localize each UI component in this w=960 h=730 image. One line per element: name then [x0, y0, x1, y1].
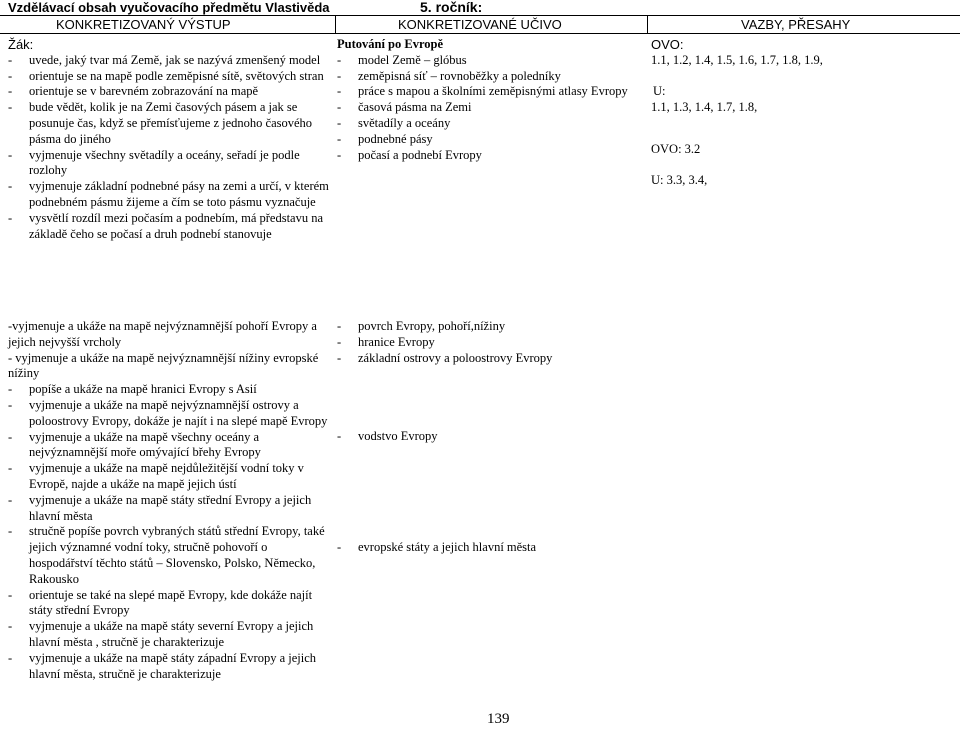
- list-item: - podnebné pásy: [337, 131, 433, 146]
- header-divider: [0, 33, 960, 34]
- list-item: - vyjmenuje základní podnebné pásy na zemi a určí, v kterém podnebném pásmu žijeme a čím se toto pásmu vyznačuje: [8, 179, 329, 209]
- column-headers: [0, 16, 960, 33]
- list-item: - bude vědět, kolik je na Zemi časových pásem a jak se posunuje čas, když se přemísťujeme z jednoho časového pásma do jiného: [8, 100, 313, 146]
- list-item: - uvede, jaký tvar má Země, jak se nazývá zmenšený model: [8, 52, 321, 67]
- list-item: - počasí a podnebí Evropy: [337, 147, 482, 162]
- column-content-header: KONKRETIZOVANÉ UČIVO: [398, 17, 562, 32]
- list-item: - orientuje se v barevném zobrazování na mapě: [8, 84, 259, 99]
- list-item: - popíše a ukáže na mapě hranici Evropy s Asií: [8, 382, 257, 397]
- section2-content: [337, 319, 637, 556]
- list-item: - vyjmenuje a ukáže na mapě státy střední Evropy a jejich hlavní města: [8, 492, 312, 523]
- page-number: 139: [487, 711, 510, 727]
- list-item: - základní ostrovy a poloostrovy Evropy: [337, 350, 553, 365]
- u-codes: 1.1, 1.3, 1.4, 1.7, 1.8,: [651, 100, 758, 115]
- list-item: - hranice Evropy: [337, 334, 435, 349]
- grade-title: 5. ročník:: [420, 0, 483, 15]
- list-item: - vyjmenuje a ukáže na mapě nejdůležitější vodní toky v Evropě, najde a ukáže na mapě jejich ústí: [8, 461, 304, 491]
- section1-links: [651, 37, 951, 188]
- list-item: - model Země – glóbus: [337, 52, 467, 67]
- ovo-codes-2: OVO: 3.2: [651, 141, 701, 156]
- content-title: Putování po Evropě: [337, 37, 444, 51]
- section2-outputs: [8, 319, 333, 682]
- list-item: - vodstvo Evropy: [337, 429, 438, 444]
- list-item: - vyjmenuje všechny světadíly a oceány, seřadí je podle rozlohy: [8, 147, 300, 178]
- list-item: - orientuje se na mapě podle zeměpisné sítě, světových stran: [8, 68, 324, 83]
- list-item: - vyjmenuje a ukáže na mapě státy západní Evropy a jejich hlavní města, stručně je charakterizuje: [8, 650, 317, 681]
- column-links-header: VAZBY, PŘESAHY: [741, 17, 851, 32]
- ovo-codes: 1.1, 1.2, 1.4, 1.5, 1.6, 1.7, 1.8, 1.9,: [651, 52, 823, 67]
- u-codes-2: U: 3.3, 3.4,: [651, 172, 708, 187]
- list-item: - povrch Evropy, pohoří,nížiny: [337, 319, 506, 333]
- section1-outputs: [8, 37, 333, 242]
- list-item: - vyjmenuje a ukáže na mapě nejvýznamnější ostrovy a poloostrovy Evropy, dokáže je najít i na slepé mapě Evropy: [8, 397, 328, 428]
- u-label: U:: [653, 84, 666, 99]
- ovo-label: OVO:: [651, 37, 684, 52]
- list-item: - zeměpisná síť – rovnoběžky a poledníky: [337, 68, 561, 83]
- subject-title: Vzdělávací obsah vyučovacího předmětu Vlastivěda: [8, 0, 330, 15]
- list-item: - vyjmenuje a ukáže na mapě státy severní Evropy a jejich hlavní města , stručně je charakterizuje: [8, 619, 314, 649]
- list-item: - vysvětlí rozdíl mezi počasím a podnebím, má představu na základě čeho se počasí a druh podnebí stanovuje: [8, 210, 324, 241]
- title-row: [0, 0, 960, 15]
- pupil-label: Žák:: [8, 37, 34, 52]
- list-item: -vyjmenuje a ukáže na mapě nejvýznamnější pohoří Evropy a jejich nejvyšší vrcholy: [8, 319, 317, 349]
- column-divider: [335, 15, 336, 34]
- list-item: - vyjmenuje a ukáže na mapě všechny oceány a nejvýznamnější moře omývající břehy Evropy: [8, 429, 261, 460]
- list-item: - vyjmenuje a ukáže na mapě nejvýznamnější nížiny evropské nížiny: [8, 350, 319, 381]
- column-divider: [647, 15, 648, 34]
- list-item: - časová pásma na Zemi: [337, 100, 472, 115]
- list-item: - světadíly a oceány: [337, 115, 451, 130]
- section1-content: [337, 37, 637, 163]
- column-output-header: KONKRETIZOVANÝ VÝSTUP: [56, 17, 231, 32]
- list-item: - stručně popíše povrch vybraných států střední Evropy, také jejich významné vodní toky, stručně pohovoří o hospodářství těchto států – Slovensko, Polsko, Německo, Rakousko: [8, 524, 325, 586]
- list-item: - orientuje se také na slepé mapě Evropy, kde dokáže najít státy střední Evropy: [8, 587, 313, 618]
- list-item: - evropské státy a jejich hlavní města: [337, 540, 537, 555]
- list-item: - práce s mapou a školními zeměpisnými atlasy Evropy: [337, 84, 628, 99]
